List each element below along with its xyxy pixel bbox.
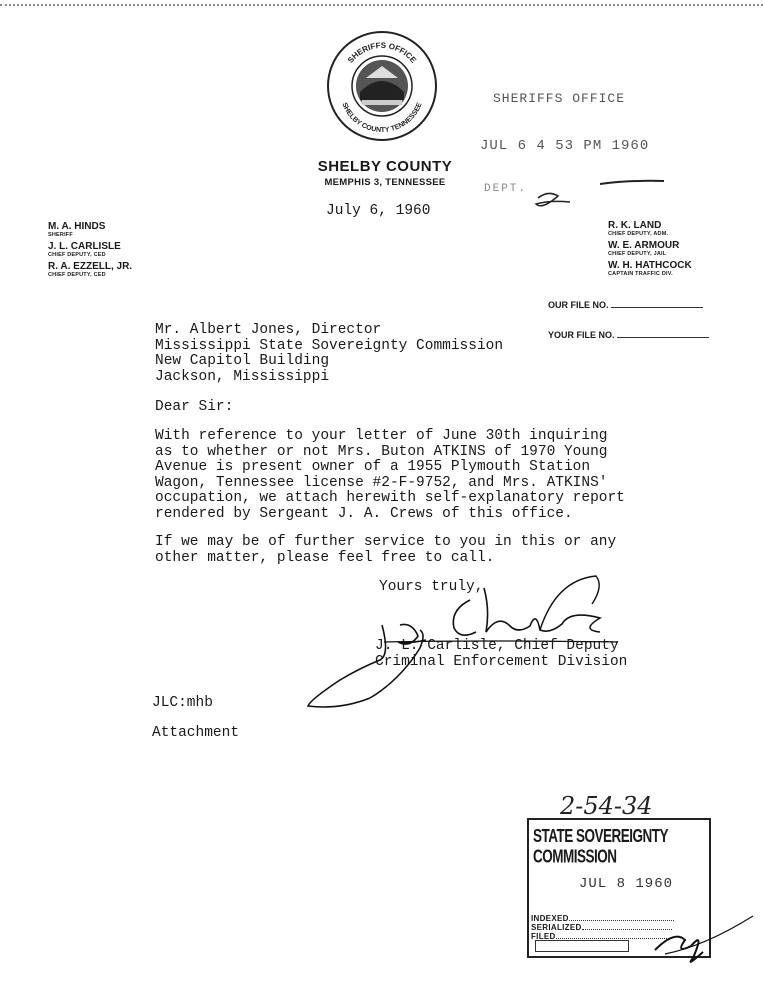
signer-line: Criminal Enforcement Division [375,653,628,670]
top-dotted-edge [0,4,763,6]
officer-name: J. L. CARLISLE [48,241,121,252]
our-file-field [548,300,703,310]
address-line: Mr. Albert Jones, Director [155,322,382,338]
address-line: Jackson, Mississippi [155,368,330,385]
commission-date: JUL 8 1960 [579,876,674,892]
officer-title: CAPTAIN TRAFFIC DIV. [608,271,673,277]
our-file-line [611,307,703,308]
indexed-label: INDEXED [531,914,569,923]
your-file-label: YOUR FILE NO. [548,330,615,340]
typist-initials: JLC:mhb [152,695,213,711]
attachment-note: Attachment [152,725,240,741]
stamp-scribble-icon [530,176,670,216]
body-paragraph [155,535,616,566]
body-line: occupation, we attach herewith self-explanatory report [155,490,625,506]
body-line: If we may be of further service to you in this or any [155,534,617,550]
officer-title: CHIEF DEPUTY, CED [48,272,106,278]
your-file-line [617,337,709,338]
signer-line: J. L. Carlisle, Chief Deputy [375,638,619,654]
body-line: Avenue is present owner of a 1955 Plymouth Station [155,459,591,475]
officer-title: CHIEF DEPUTY, ADM. [608,231,669,237]
officer-name: R. A. EZZELL, JR. [48,261,133,272]
received-stamp-office: SHERIFFS OFFICE [493,91,626,106]
received-stamp-time: JUL 6 4 53 PM 1960 [480,138,650,154]
serialized-label: SERIALIZED [531,923,582,932]
officers-left [48,221,132,281]
filed-initials-scribble-icon [645,910,755,970]
recipient-address [155,323,503,385]
officer-name: R. K. LAND [608,220,662,231]
handwritten-number-text: 2-54-34 [560,792,653,820]
your-file-field [548,330,709,340]
sheriff-seal-icon [326,30,438,142]
officer-name: W. H. HATHCOCK [608,260,692,271]
letterhead [300,158,470,188]
body-line: Wagon, Tennessee license #2-F-9752, and Mrs. ATKINS' [155,474,608,491]
letter-date: July 6, 1960 [326,203,431,219]
body-line: other matter, please feel free to call. [155,549,495,566]
body-paragraph [155,429,625,522]
commission-bottom-box [535,940,629,952]
filed-label: FILED [531,932,556,941]
agency-county: SHELBY COUNTY [317,158,453,175]
our-file-label: OUR FILE NO. [548,300,609,310]
officer-name: W. E. ARMOUR [608,240,680,251]
salutation: Dear Sir: [155,399,234,415]
address-line: New Capitol Building [155,353,330,369]
received-stamp-dept: DEPT. [484,183,528,195]
seal-top-text: SHERIFFS OFFICE [345,40,419,65]
officers-right [608,220,692,280]
handwritten-signature-icon [300,570,620,720]
officer-name: M. A. HINDS [48,221,106,232]
address-line: Mississippi State Sovereignty Commission [155,337,504,354]
body-line: rendered by Sergeant J. A. Crews of this office. [155,505,573,522]
body-line: as to whether or not Mrs. Buton ATKINS of 1970 Young [155,443,608,460]
body-line: With reference to your letter of June 30th inquiring [155,428,608,444]
officer-title: SHERIFF [48,232,73,238]
commission-heading: STATE SOVEREIGNTY COMMISSION [533,826,668,867]
seal-bottom-text: SHELBY COUNTY TENNESSEE [340,101,424,135]
agency-city: MEMPHIS 3, TENNESSEE [324,177,446,188]
officer-title: CHIEF DEPUTY, JAIL [608,251,667,257]
officer-title: CHIEF DEPUTY, CED [48,252,106,258]
closing: Yours truly, [379,579,484,595]
